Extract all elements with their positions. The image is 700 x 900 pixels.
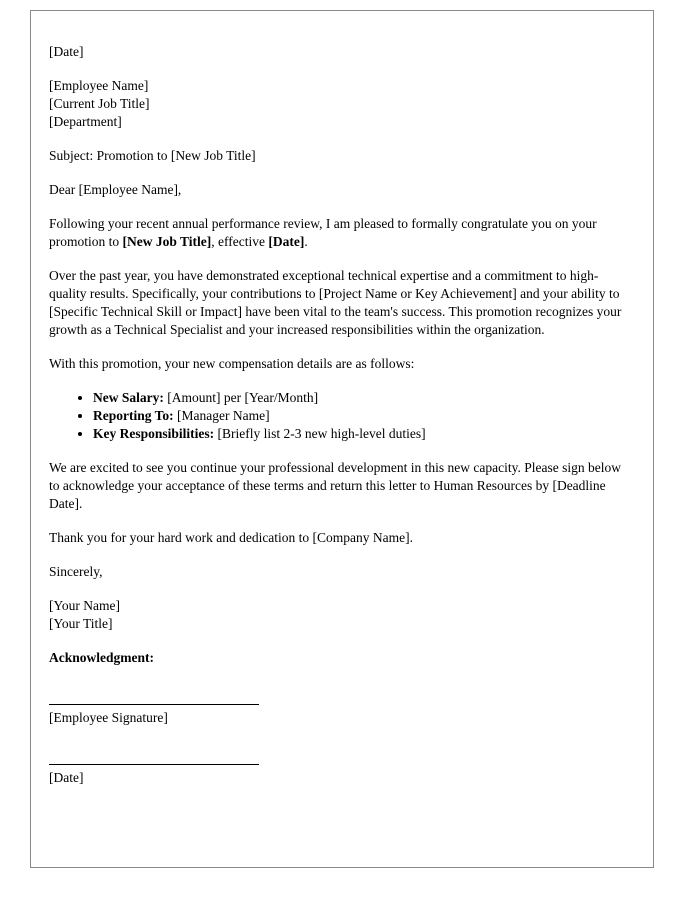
intro-effective-date: [Date] xyxy=(268,234,305,249)
letter-date: [Date] xyxy=(49,44,84,59)
acknowledgment-heading: Acknowledgment: xyxy=(49,650,154,665)
employee-signature-label: [Employee Signature] xyxy=(49,710,168,725)
recipient-job-title: [Current Job Title] xyxy=(49,96,150,111)
signature-date-label: [Date] xyxy=(49,770,84,785)
signature-date-line xyxy=(49,745,259,765)
list-item xyxy=(93,389,629,407)
intro-text-1: Following your recent annual performance review, I am pleased to formally congratulate you on your promotion to xyxy=(49,216,597,249)
recipient-block xyxy=(49,77,629,131)
recipient-department: [Department] xyxy=(49,114,122,129)
recipient-name: [Employee Name] xyxy=(49,78,149,93)
paragraph-intro xyxy=(49,215,629,251)
intro-new-job-title: [New Job Title] xyxy=(122,234,212,249)
employee-signature-line xyxy=(49,685,259,705)
list-item xyxy=(93,425,629,443)
list-item xyxy=(93,407,629,425)
bullet-text-key-responsibilities: [Briefly list 2-3 new high-level duties] xyxy=(214,426,426,441)
bullet-label-new-salary: New Salary: xyxy=(93,390,164,405)
sender-block xyxy=(49,597,629,633)
sender-name: [Your Name] xyxy=(49,598,120,613)
closing: Sincerely, xyxy=(49,564,103,579)
letter-page xyxy=(30,10,654,868)
bullet-label-key-responsibilities: Key Responsibilities: xyxy=(93,426,215,441)
intro-text-2: , effective xyxy=(211,234,269,249)
paragraph-achievements: Over the past year, you have demonstrated exceptional technical expertise and a commitment to high-quality results. Specifically, your contributions to [Project Name or Key Achievement] and your ability to [Specific Technical Skill or Impact] have been vital to the team's success. This promotion recognizes your growth as a Technical Specialist and your increased responsibilities within the organization. xyxy=(49,268,622,337)
intro-text-3: . xyxy=(304,234,308,249)
bullet-label-reporting-to: Reporting To: xyxy=(93,408,174,423)
compensation-list xyxy=(49,389,629,443)
paragraph-compensation-intro: With this promotion, your new compensation details are as follows: xyxy=(49,356,415,371)
sender-title: [Your Title] xyxy=(49,616,113,631)
salutation: Dear [Employee Name], xyxy=(49,182,182,197)
bullet-text-reporting-to: [Manager Name] xyxy=(173,408,270,423)
subject-line: Subject: Promotion to [New Job Title] xyxy=(49,148,256,163)
paragraph-thanks: Thank you for your hard work and dedication to [Company Name]. xyxy=(49,530,414,545)
paragraph-acceptance: We are excited to see you continue your professional development in this new capacity. Please sign below to acknowledge your acceptance of these terms and return this letter to Human Resources by [Deadline Date]. xyxy=(49,460,621,511)
bullet-text-new-salary: [Amount] per [Year/Month] xyxy=(163,390,319,405)
